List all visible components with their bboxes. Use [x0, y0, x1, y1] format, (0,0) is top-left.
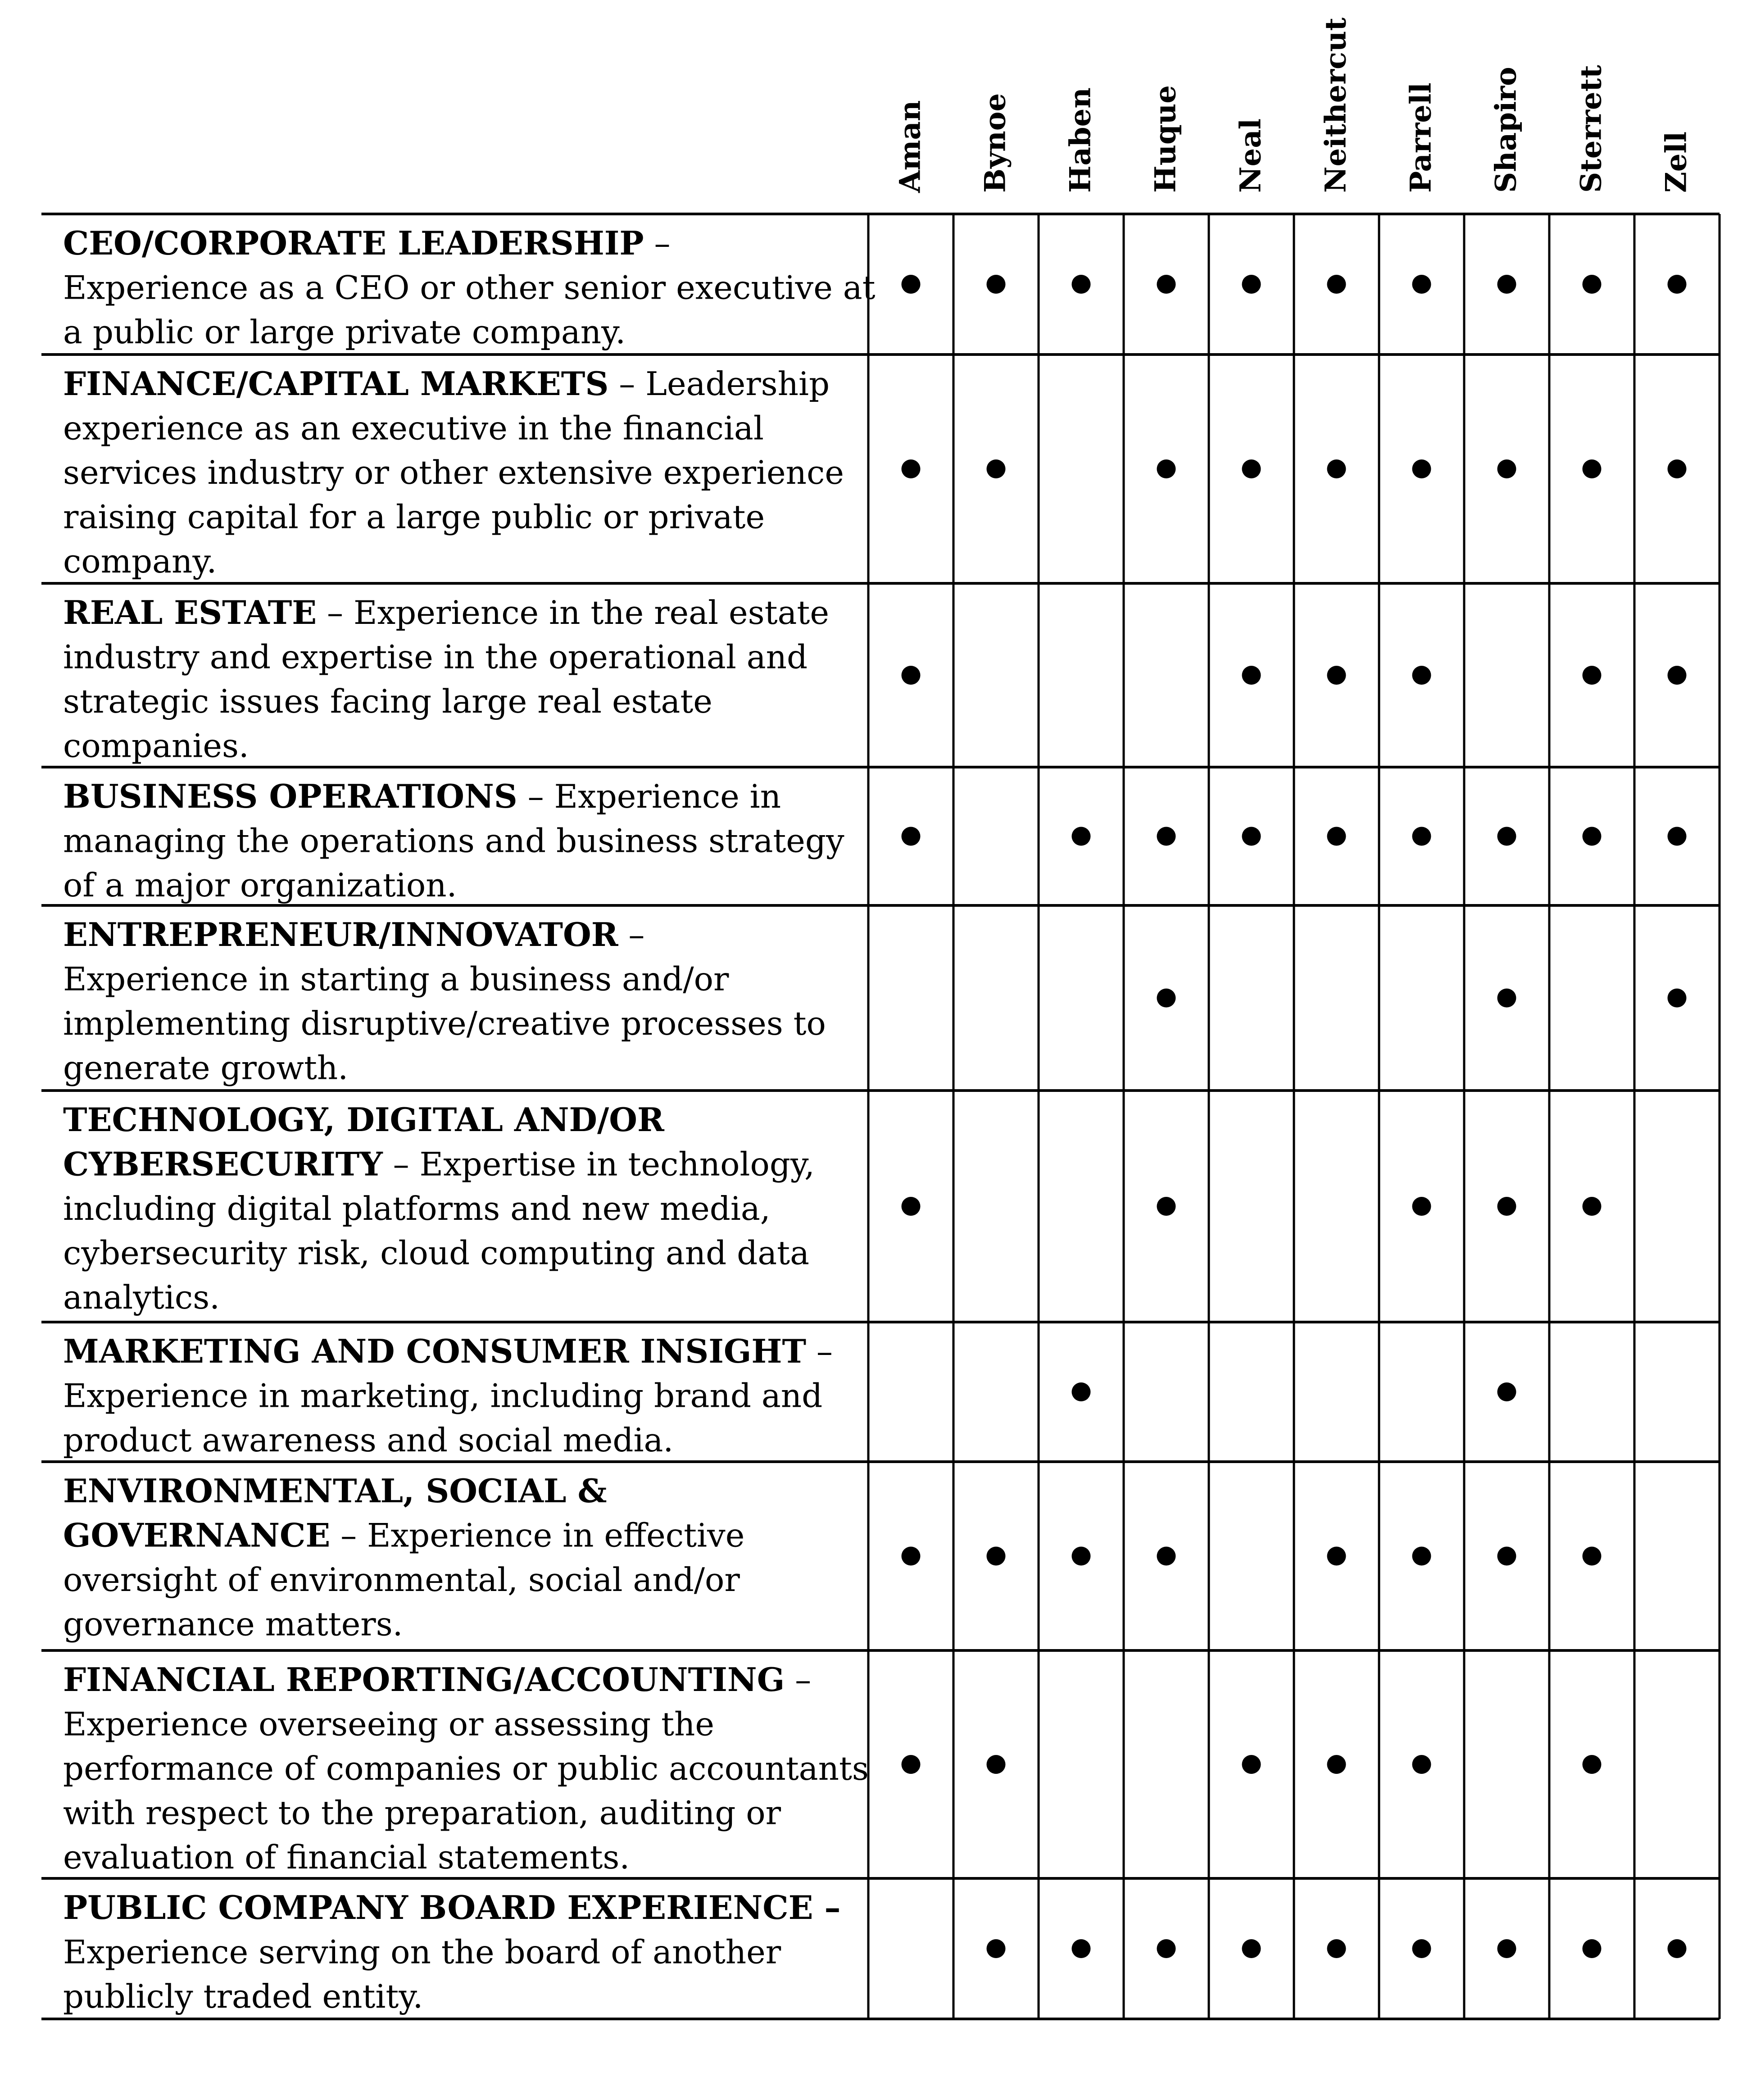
skill-row	[63, 364, 1687, 580]
skill-row	[63, 1472, 1602, 1643]
skill-title: PUBLIC COMPANY BOARD EXPERIENCE –	[63, 1888, 841, 1927]
skill-text: companies.	[63, 727, 249, 765]
skill-text: Experience as a CEO or other senior executive at	[63, 268, 876, 307]
skill-dot-zell	[1668, 1939, 1687, 1958]
skill-text: managing the operations and business strategy	[63, 822, 844, 860]
skill-row	[63, 1100, 1602, 1316]
skill-dot-neal	[1242, 1939, 1261, 1958]
skill-title: GOVERNANCE	[63, 1516, 331, 1555]
skill-dot-neal	[1242, 1755, 1261, 1774]
skill-dot-shapiro	[1497, 1382, 1516, 1401]
skill-dot-neithercut	[1327, 1755, 1346, 1774]
skill-dot-aman	[902, 666, 921, 685]
skill-dot-haben	[1072, 275, 1091, 294]
skill-text: industry and expertise in the operational and	[63, 638, 808, 676]
skill-dot-bynoe	[987, 459, 1006, 478]
skill-text: company.	[63, 542, 217, 580]
skill-dot-parrell	[1412, 1197, 1431, 1216]
skill-dot-haben	[1072, 1939, 1091, 1958]
skill-text: evaluation of financial statements.	[63, 1838, 630, 1876]
skill-text: –	[785, 1661, 812, 1699]
skill-text: analytics.	[63, 1278, 220, 1316]
skill-row	[63, 915, 1687, 1087]
skill-dot-bynoe	[987, 1939, 1006, 1958]
skill-row	[63, 224, 1687, 351]
skill-dot-shapiro	[1497, 989, 1516, 1008]
skill-dot-shapiro	[1497, 459, 1516, 478]
skill-dot-huque	[1157, 827, 1176, 846]
skill-title: CYBERSECURITY	[63, 1145, 383, 1183]
skill-dot-neithercut	[1327, 459, 1346, 478]
director-name-aman: Aman	[893, 100, 927, 193]
skill-text: –	[618, 916, 645, 954]
skill-text: of a major organization.	[63, 866, 457, 904]
skill-description	[63, 777, 844, 904]
skill-dot-neal	[1242, 275, 1261, 294]
skill-dot-sterrett	[1583, 666, 1602, 685]
skill-text: generate growth.	[63, 1049, 349, 1087]
director-name-huque: Huque	[1148, 85, 1183, 193]
skill-dot-neithercut	[1327, 827, 1346, 846]
skill-description	[63, 1332, 833, 1459]
skill-text: including digital platforms and new media,	[63, 1190, 771, 1227]
skill-dot-sterrett	[1583, 1939, 1602, 1958]
skill-description	[63, 1888, 841, 2015]
skill-text: a public or large private company.	[63, 313, 626, 351]
skill-dot-sterrett	[1583, 459, 1602, 478]
skill-text: publicly traded entity.	[63, 1977, 423, 2015]
director-name-haben: Haben	[1063, 87, 1098, 193]
skill-dot-huque	[1157, 459, 1176, 478]
director-name-sterrett: Sterrett	[1574, 65, 1608, 193]
skill-text: Experience overseeing or assessing the	[63, 1705, 714, 1743]
skill-description	[63, 1472, 744, 1643]
director-header	[894, 17, 1693, 193]
skill-text: Experience in starting a business and/or	[63, 960, 729, 998]
skill-dot-bynoe	[987, 275, 1006, 294]
skill-description	[63, 364, 844, 580]
skill-dot-shapiro	[1497, 1939, 1516, 1958]
skill-description	[63, 1100, 815, 1316]
skill-text: –	[806, 1332, 833, 1370]
skill-row	[63, 1660, 1602, 1876]
skill-dot-parrell	[1412, 1939, 1431, 1958]
skill-dot-parrell	[1412, 1547, 1431, 1566]
skill-dot-neal	[1242, 459, 1261, 478]
skill-dot-aman	[902, 1197, 921, 1216]
director-name-neal: Neal	[1234, 118, 1268, 193]
skill-dot-shapiro	[1497, 827, 1516, 846]
skill-dot-zell	[1668, 827, 1687, 846]
skill-dot-aman	[902, 275, 921, 294]
skill-text: services industry or other extensive experience	[63, 454, 844, 491]
skill-rows	[63, 224, 1687, 2015]
skill-dot-sterrett	[1583, 1547, 1602, 1566]
skill-dot-shapiro	[1497, 1197, 1516, 1216]
skill-title: TECHNOLOGY, DIGITAL AND/OR	[63, 1100, 664, 1139]
skill-dot-neal	[1242, 666, 1261, 685]
skill-text: cybersecurity risk, cloud computing and data	[63, 1234, 810, 1272]
skill-title: BUSINESS OPERATIONS	[63, 777, 517, 815]
skill-dot-zell	[1668, 459, 1687, 478]
skill-dot-sterrett	[1583, 1197, 1602, 1216]
skill-dot-aman	[902, 827, 921, 846]
skill-dot-parrell	[1412, 275, 1431, 294]
skill-text: – Experience in effective	[330, 1516, 745, 1555]
skill-dot-neithercut	[1327, 666, 1346, 685]
skill-row	[63, 1332, 1516, 1459]
skill-dot-haben	[1072, 1382, 1091, 1401]
skill-dot-zell	[1668, 666, 1687, 685]
director-name-neithercut: Neithercut	[1319, 17, 1353, 193]
skill-text: – Experience in	[517, 777, 781, 815]
skill-row	[63, 777, 1687, 904]
skill-dot-sterrett	[1583, 1755, 1602, 1774]
skill-dot-sterrett	[1583, 827, 1602, 846]
skill-row	[63, 1888, 1687, 2015]
skill-dot-haben	[1072, 827, 1091, 846]
skill-dot-parrell	[1412, 1755, 1431, 1774]
skill-text: product awareness and social media.	[63, 1421, 674, 1459]
skill-text: – Experience in the real estate	[317, 594, 829, 632]
skill-dot-huque	[1157, 989, 1176, 1008]
skill-description	[63, 593, 829, 765]
director-name-shapiro: Shapiro	[1489, 67, 1523, 193]
skill-title: ENVIRONMENTAL, SOCIAL &	[63, 1472, 607, 1510]
skill-dot-huque	[1157, 1547, 1176, 1566]
skill-description	[63, 915, 826, 1087]
skill-dot-parrell	[1412, 459, 1431, 478]
skill-dot-bynoe	[987, 1755, 1006, 1774]
skill-description	[63, 224, 876, 351]
skill-row	[63, 593, 1687, 765]
skill-text: – Expertise in technology,	[382, 1145, 815, 1183]
skill-title: REAL ESTATE	[63, 593, 317, 632]
skill-description	[63, 1660, 869, 1876]
skill-dot-huque	[1157, 1197, 1176, 1216]
skill-dot-huque	[1157, 1939, 1176, 1958]
skill-text: – Leadership	[608, 365, 830, 403]
skill-dot-aman	[902, 459, 921, 478]
skill-dot-sterrett	[1583, 275, 1602, 294]
skill-title: FINANCE/CAPITAL MARKETS	[63, 364, 609, 403]
skill-text: experience as an executive in the financial	[63, 409, 764, 447]
skill-title: CEO/CORPORATE LEADERSHIP	[63, 224, 644, 262]
skill-text: oversight of environmental, social and/or	[63, 1561, 740, 1599]
skill-title: ENTREPRENEUR/INNOVATOR	[63, 915, 618, 954]
skill-title: FINANCIAL REPORTING/ACCOUNTING	[63, 1660, 785, 1699]
skill-text: Experience serving on the board of another	[63, 1933, 781, 1971]
skill-text: raising capital for a large public or private	[63, 498, 765, 536]
skill-dot-neal	[1242, 827, 1261, 846]
skill-dot-bynoe	[987, 1547, 1006, 1566]
skill-text: implementing disruptive/creative processes to	[63, 1005, 826, 1042]
skill-dot-shapiro	[1497, 1547, 1516, 1566]
skill-dot-haben	[1072, 1547, 1091, 1566]
skill-text: –	[644, 224, 671, 262]
skill-text: strategic issues facing large real estate	[63, 682, 712, 720]
skill-dot-neithercut	[1327, 275, 1346, 294]
skill-dot-zell	[1668, 275, 1687, 294]
skill-dot-shapiro	[1497, 275, 1516, 294]
skill-dot-zell	[1668, 989, 1687, 1008]
skill-dot-aman	[902, 1755, 921, 1774]
skill-text: with respect to the preparation, auditing or	[63, 1794, 781, 1832]
director-name-bynoe: Bynoe	[978, 93, 1012, 193]
skill-dot-neithercut	[1327, 1939, 1346, 1958]
skill-dot-parrell	[1412, 827, 1431, 846]
skill-dot-parrell	[1412, 666, 1431, 685]
director-name-parrell: Parrell	[1404, 82, 1438, 193]
skill-text: governance matters.	[63, 1605, 403, 1643]
skill-dot-huque	[1157, 275, 1176, 294]
skill-text: Experience in marketing, including brand and	[63, 1377, 823, 1415]
skill-text: performance of companies or public accountants	[63, 1750, 869, 1787]
skill-title: MARKETING AND CONSUMER INSIGHT	[63, 1332, 807, 1370]
skill-dot-neithercut	[1327, 1547, 1346, 1566]
director-name-zell: Zell	[1659, 131, 1693, 193]
skill-dot-aman	[902, 1547, 921, 1566]
